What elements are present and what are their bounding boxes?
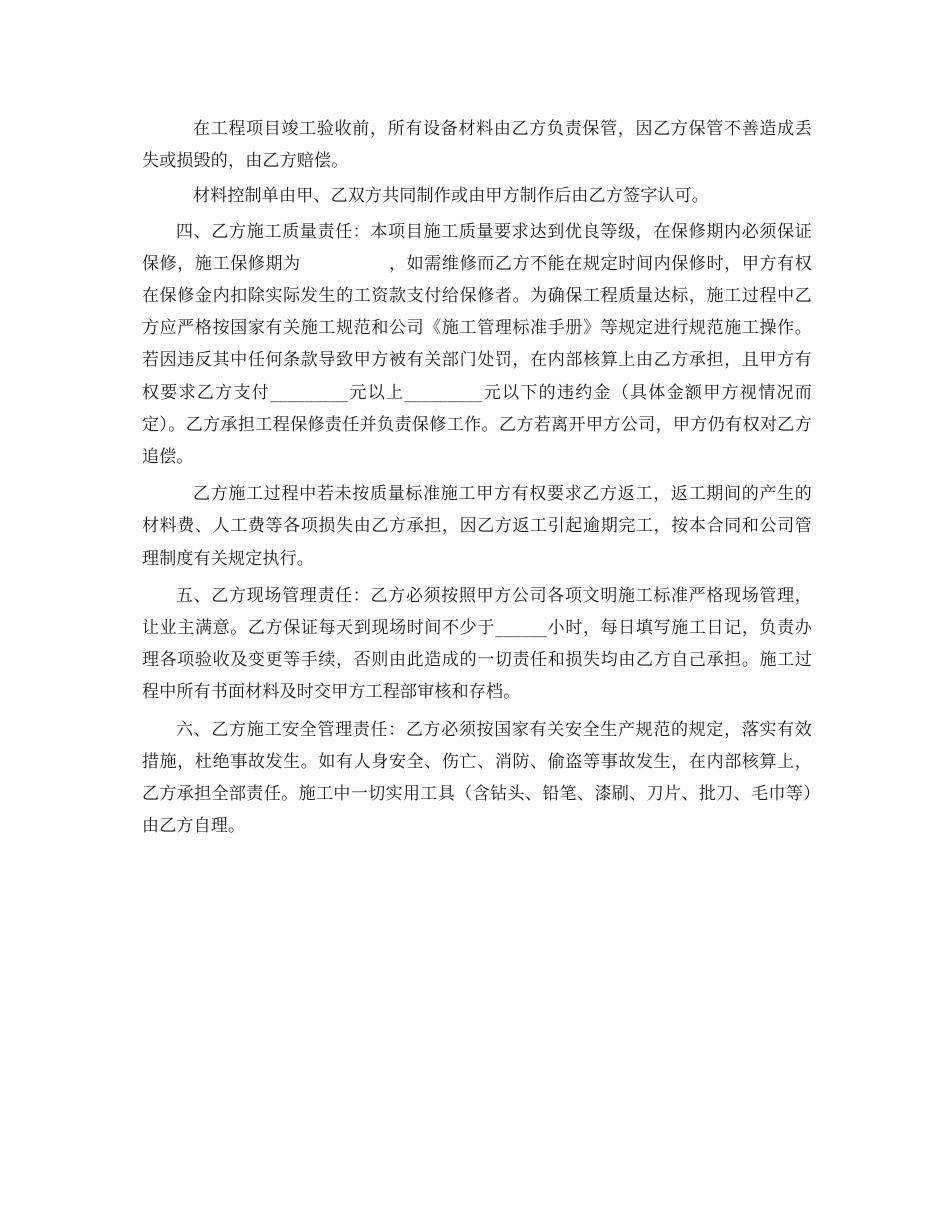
paragraph-material-custody: 在工程项目竣工验收前，所有设备材料由乙方负责保管，因乙方保管不善造成丢失或损毁的，由乙方赔偿。: [142, 119, 812, 172]
contract-body: [142, 113, 812, 842]
paragraph-safety-management: 六、乙方施工安全管理责任：乙方必须按国家有关安全生产规范的规定，落实有效措施，杜绝事故发生。如有人身安全、伤亡、消防、偷盗等事故发生，在内部核算上，乙方承担全部责任。施工中一切实用工具（含钻头、铅笔、漆刷、刀片、批刀、毛巾等）由乙方自理。: [142, 719, 812, 837]
paragraph-material-control-sheet: 材料控制单由甲、乙双方共同制作或由甲方制作后由乙方签字认可。: [193, 186, 709, 207]
paragraph-site-management: 五、乙方现场管理责任：乙方必须按照甲方公司各项文明施工标准严格现场管理，让业主满意。乙方保证每天到现场时间不少于______小时，每日填写施工日记，负责办理各项验收及变更等手续，否则由此造成的一切责任和损失均由乙方自己承担。施工过程中所有书面材料及时交甲方工程部审核和存档。: [142, 585, 812, 703]
paragraph-quality-responsibility: 四、乙方施工质量责任：本项目施工质量要求达到优良等级，在保修期内必须保证保修，施工保修期为 ，如需维修而乙方不能在规定时间内保修时，甲方有权在保修金内扣除实际发生的工资款支付给保修者。为确保工程质量达标，施工过程中乙方应严格按国家有关施工规范和公司《施工管理标准手册》等规定进行规范施工操作。若因违反其中任何条款导致甲方被有关部门处罚，在内部核算上由乙方承担，且甲方有权要求乙方支付_________元以上_________元以下的违约金（具体金额甲方视情况而定）。乙方承担工程保修责任并负责保修工作。乙方若离开甲方公司，甲方仍有权对乙方追偿。: [142, 221, 812, 468]
paragraph-rework: 乙方施工过程中若未按质量标准施工甲方有权要求乙方返工，返工期间的产生的材料费、人工费等各项损失由乙方承担，因乙方返工引起逾期完工，按本合同和公司管理制度有关规定执行。: [142, 484, 812, 569]
